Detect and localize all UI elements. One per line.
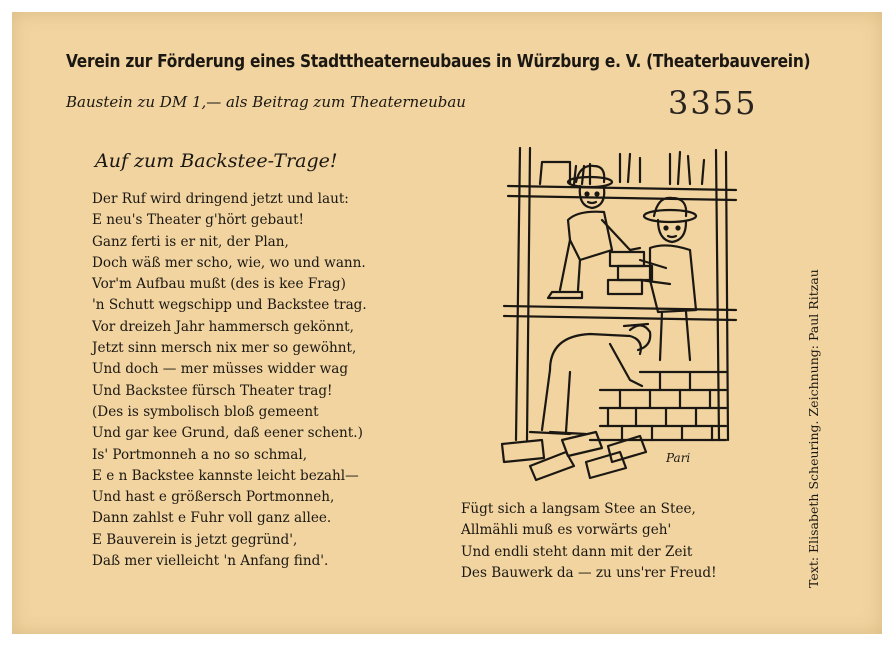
poem-line: Allmähli muß es vorwärts geh' [461, 522, 672, 539]
poem-line: E e n Backstee kannste leicht bezahl— [92, 467, 359, 484]
poem-line: Is' Portmonneh a no so schmal, [92, 446, 308, 463]
poem-line: Und endli steht dann mit der Zeit [461, 543, 693, 560]
poem-closing-stanza [461, 499, 717, 584]
poem-line: Dann zahlst e Fuhr voll ganz allee. [92, 510, 332, 527]
poem-line: E neu's Theater g'hört gebaut! [92, 212, 305, 229]
poem-main-stanza [92, 189, 367, 572]
builders-illustration [490, 140, 750, 500]
poem-line: Jetzt sinn mersch nix mer so gewöhnt, [92, 340, 357, 357]
poem-line: Und gar kee Grund, daß eener schent.) [92, 425, 363, 442]
poem-title: Auf zum Backstee-Trage! [95, 150, 338, 172]
poem-line: Ganz ferti is er nit, der Plan, [92, 233, 289, 250]
poem-line: Fügt sich a langsam Stee an Stee, [461, 501, 696, 517]
credit-line: Text: Elisabeth Scheuring. Zeichnung: Paul Ritzau [806, 269, 821, 588]
poem-line: Und doch — mer müsses widder wag [92, 361, 349, 378]
organization-heading: Verein zur Förderung eines Stadttheaterneubaues in Würzburg e. V. (Theaterbauverein) [66, 52, 811, 72]
brick-subtitle: Baustein zu DM 1,— als Beitrag zum Theaterneubau [66, 93, 466, 111]
poem-line: E Bauverein is jetzt gegründ', [92, 531, 298, 548]
serial-number: 3355 [668, 84, 758, 122]
poem-line: Vor dreizeh Jahr hammersch gekönnt, [92, 318, 354, 335]
poem-line: (Des is symbolisch bloß gemeent [92, 403, 319, 420]
poem-line: Und hast e größersch Portmonneh, [92, 489, 335, 506]
poem-line: Doch wäß mer scho, wie, wo und wann. [92, 254, 366, 271]
poem-line: 'n Schutt wegschipp und Backstee trag. [92, 297, 367, 314]
illustrator-signature: Pari [666, 451, 691, 465]
poem-line: Des Bauwerk da — zu uns'rer Freud! [461, 564, 717, 581]
poem-line: Und Backstee fürsch Theater trag! [92, 382, 333, 399]
poem-line: Daß mer vielleicht 'n Anfang find'. [92, 553, 329, 570]
poem-line: Der Ruf wird dringend jetzt und laut: [92, 191, 349, 207]
poem-line: Vor'm Aufbau mußt (des is kee Frag) [92, 276, 346, 293]
